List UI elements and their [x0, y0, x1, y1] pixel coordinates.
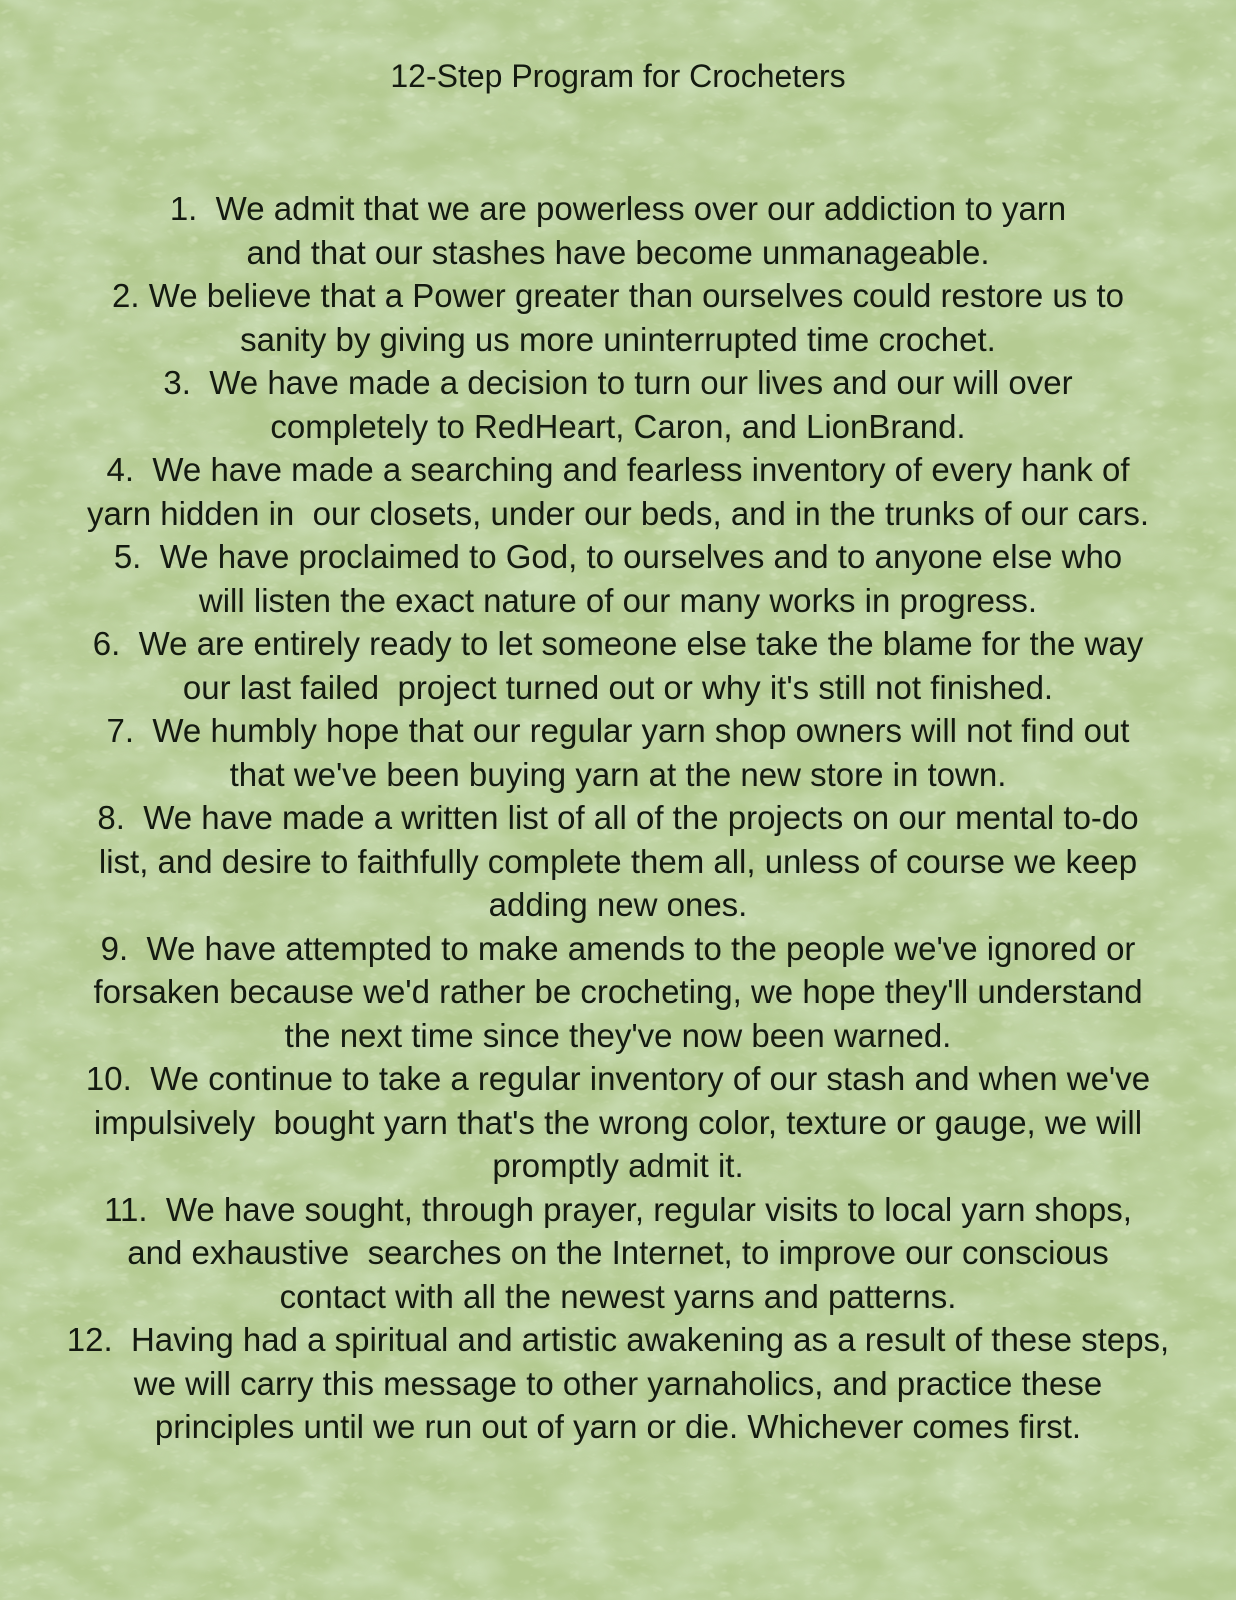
step-line: 9. We have attempted to make amends to the people we've ignored or — [100, 929, 1136, 967]
step-line: that we've been buying yarn at the new store in town. — [229, 755, 1007, 793]
step-item — [0, 1318, 1236, 1449]
step-line: 4. We have made a searching and fearless inventory of every hank of — [106, 451, 1130, 488]
step-item — [0, 796, 1236, 927]
step-line: 5. We have proclaimed to God, to ourselves and to anyone else who — [113, 538, 1123, 575]
step-line: the next time since they've now been warned. — [284, 1016, 952, 1054]
step-line: 8. We have made a written list of all of the projects on our mental to-do — [97, 799, 1139, 836]
step-line: principles until we run out of yarn or die. Whichever comes first. — [154, 1408, 1082, 1445]
step-item — [0, 535, 1236, 622]
step-item — [0, 709, 1236, 796]
step-line: 10. We continue to take a regular inventory of our stash and when we've — [85, 1060, 1151, 1097]
step-line: 1. We admit that we are powerless over our addiction to yarn — [169, 190, 1067, 227]
step-line: list, and desire to faithfully complete them all, unless of course we keep — [98, 842, 1138, 880]
step-item — [0, 448, 1236, 535]
page-title: 12-Step Program for Crocheters — [390, 58, 846, 94]
step-item — [0, 622, 1236, 709]
step-line: 11. We have sought, through prayer, regular visits to local yarn shops, — [104, 1190, 1132, 1228]
step-item — [0, 927, 1236, 1058]
step-line: and exhaustive searches on the Internet, to improve our conscious — [127, 1234, 1109, 1271]
step-item — [0, 1188, 1236, 1319]
step-item — [0, 187, 1236, 274]
step-line: completely to RedHeart, Caron, and LionBrand. — [270, 407, 966, 445]
step-line: our last failed project turned out or why it's still not finished. — [182, 668, 1054, 706]
step-line: 12. Having had a spiritual and artistic awakening as a result of these steps, — [66, 1321, 1170, 1358]
step-line: sanity by giving us more uninterrupted time crochet. — [240, 320, 996, 358]
step-line: adding new ones. — [488, 886, 748, 923]
step-item — [0, 1057, 1236, 1188]
step-line: 7. We humbly hope that our regular yarn shop owners will not find out — [106, 712, 1130, 749]
step-item — [0, 274, 1236, 361]
step-line: 3. We have made a decision to turn our lives and our will over — [163, 364, 1073, 401]
step-line: contact with all the newest yarns and patterns. — [279, 1277, 957, 1315]
step-line: and that our stashes have become unmanageable. — [246, 233, 990, 271]
step-line: we will carry this message to other yarnaholics, and practice these — [133, 1364, 1103, 1402]
step-item — [0, 361, 1236, 448]
step-line: promptly admit it. — [492, 1147, 744, 1184]
step-line: yarn hidden in our closets, under our beds, and in the trunks of our cars. — [86, 494, 1150, 532]
step-line: 6. We are entirely ready to let someone else take the blame for the way — [92, 625, 1144, 662]
step-line: impulsively bought yarn that's the wrong color, texture or gauge, we will — [93, 1103, 1143, 1141]
steps-list — [0, 187, 1236, 1449]
step-line: 2. We believe that a Power greater than ourselves could restore us to — [112, 277, 1124, 314]
step-line: will listen the exact nature of our many works in progress. — [198, 581, 1038, 619]
step-line: forsaken because we'd rather be crocheting, we hope they'll understand — [93, 973, 1143, 1010]
